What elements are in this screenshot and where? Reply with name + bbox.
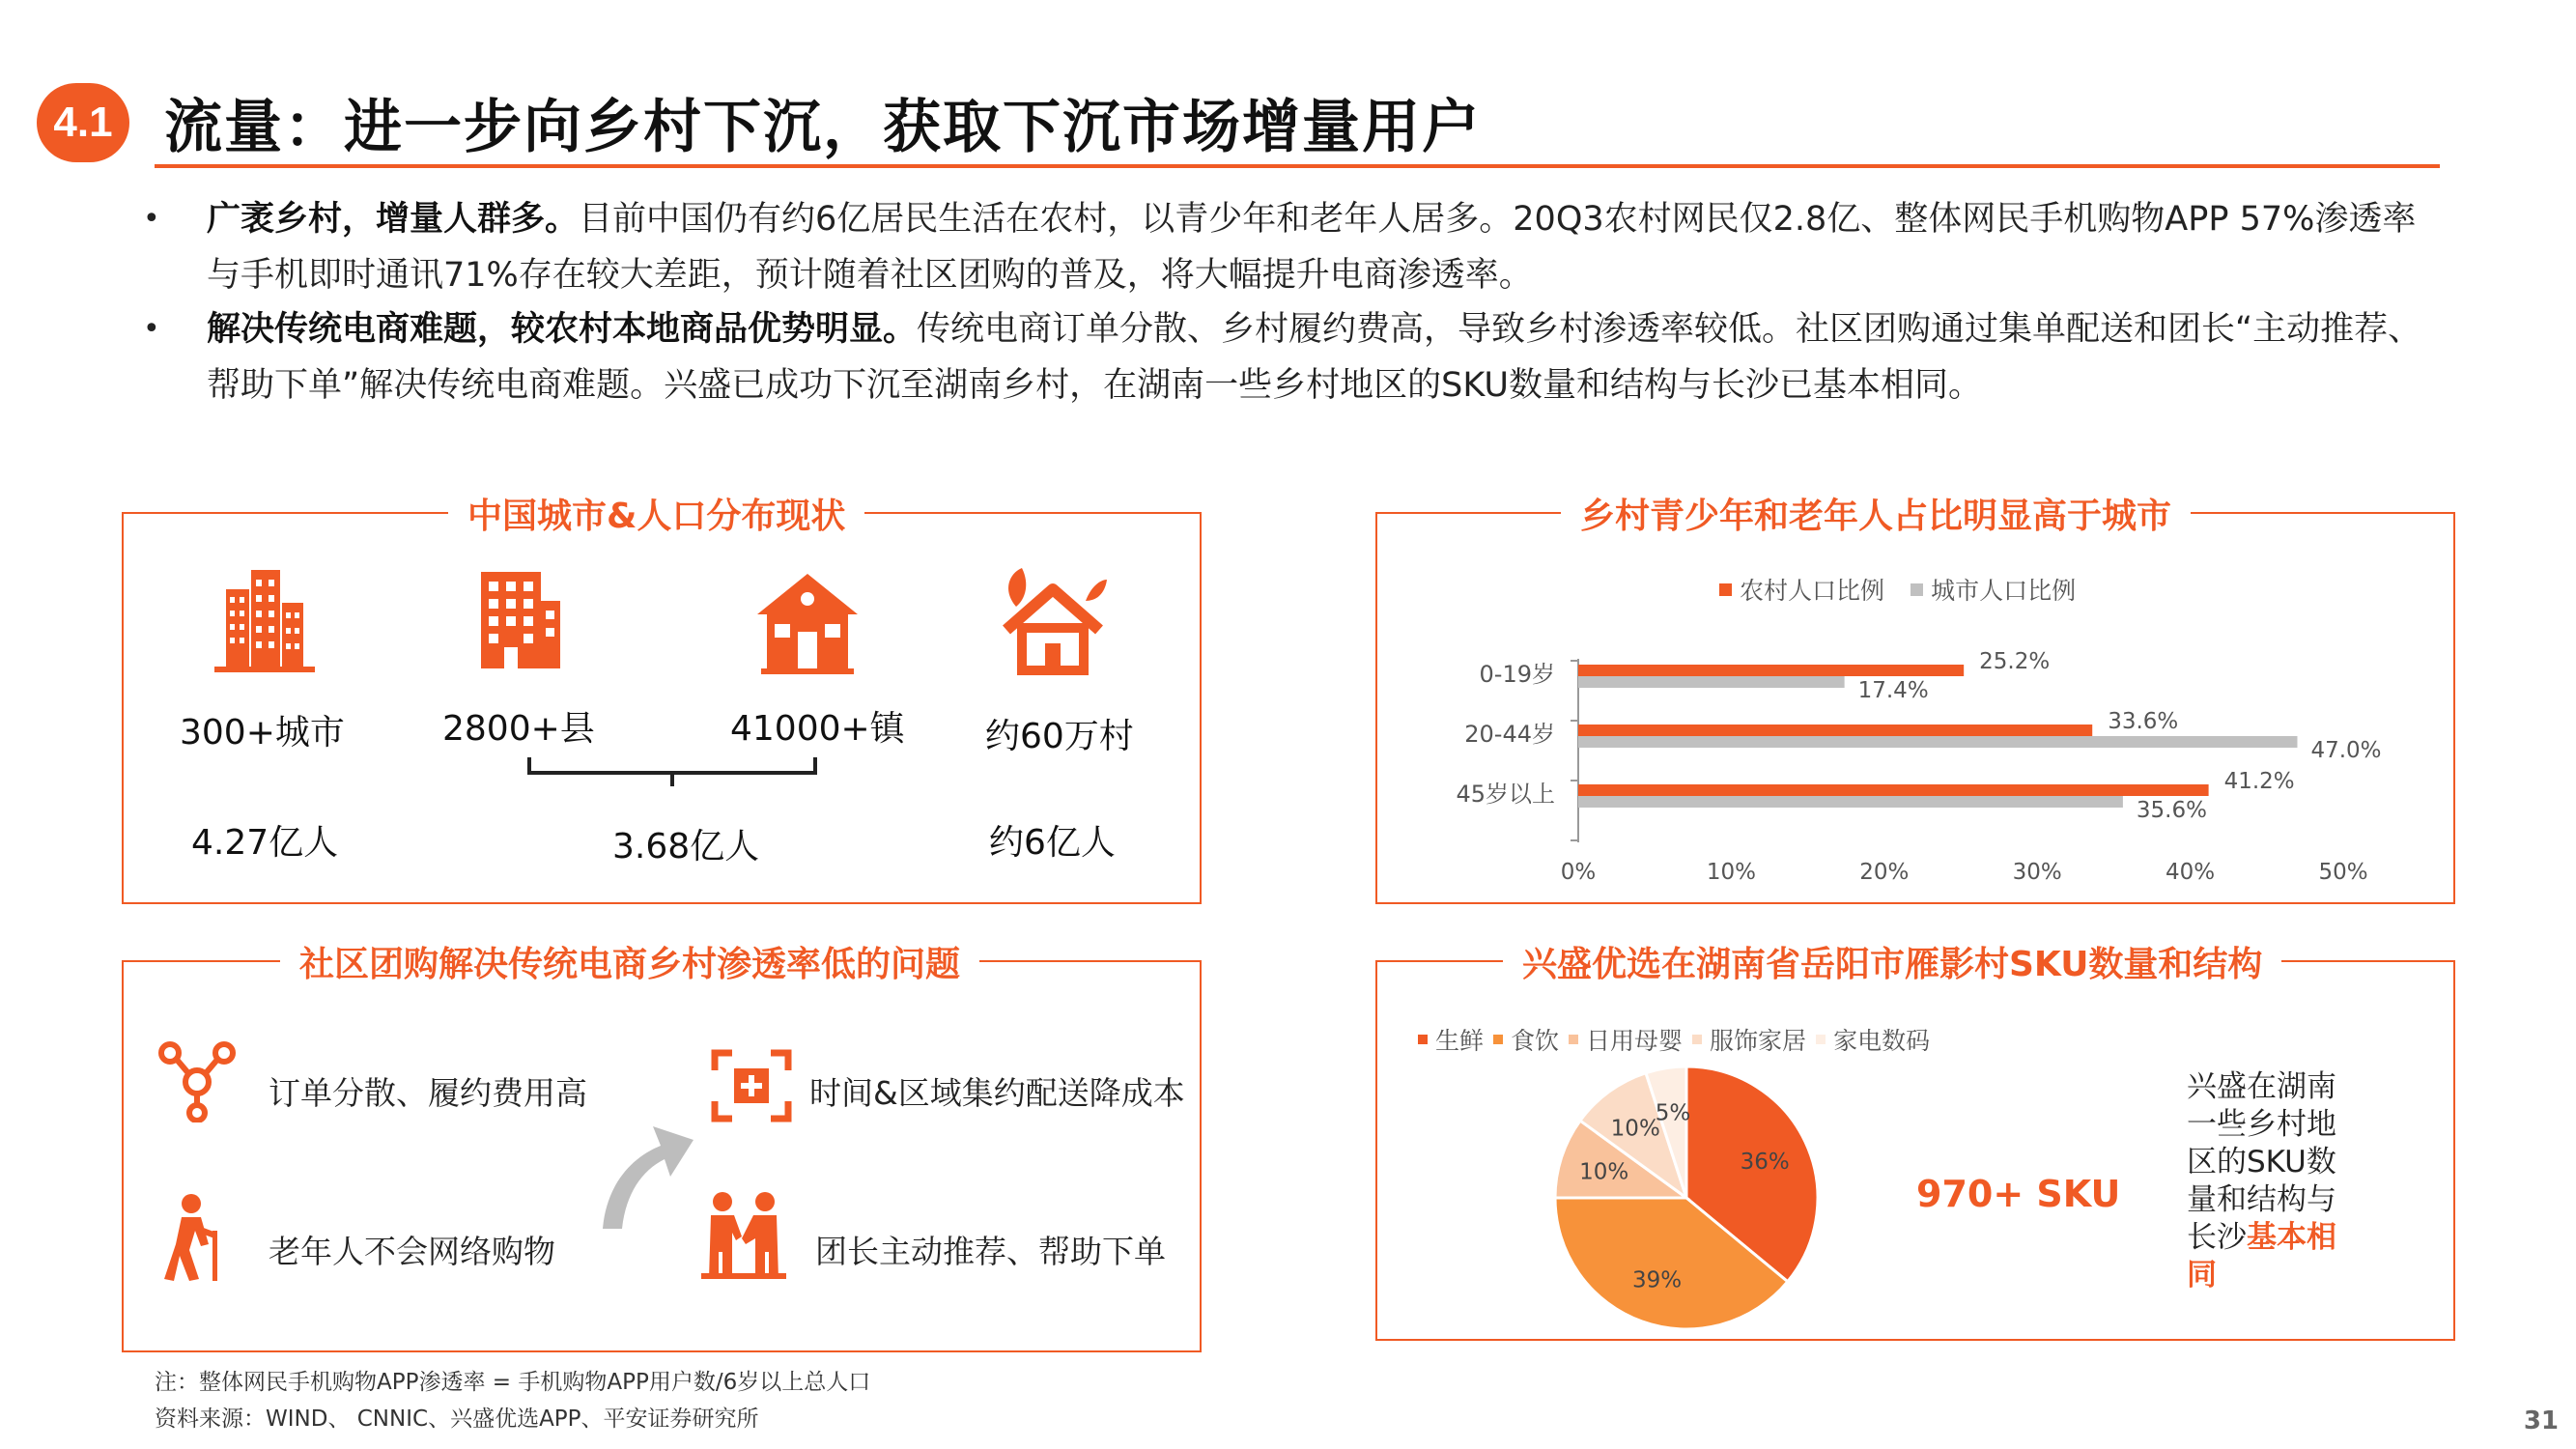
- pie-slice-label: 39%: [1632, 1267, 1683, 1293]
- panel-problem-solution: [122, 945, 1202, 1352]
- city-count-label: 300+城市: [180, 713, 345, 753]
- legend-rural-label: 农村人口比例: [1740, 577, 1885, 605]
- x-tick-label: 0%: [1560, 860, 1597, 881]
- bar-urban: [1578, 676, 1845, 688]
- bullet-dot: •: [143, 202, 160, 236]
- bar-value-label: 41.2%: [2223, 769, 2295, 794]
- bullet-1-lead: 广袤乡村，增量人群多。: [207, 200, 580, 239]
- problem-1-text: 订单分散、履约费用高: [269, 1074, 587, 1112]
- panel-sku-structure: [1375, 945, 2455, 1341]
- pie-slice-label: 10%: [1579, 1159, 1629, 1185]
- section-number-badge: 4.1: [37, 83, 129, 162]
- pie-slice-label: 10%: [1610, 1116, 1660, 1142]
- panel-city-population: [122, 497, 1202, 904]
- pie-legend-swatch: [1692, 1035, 1702, 1044]
- footnote: 注：整体网民手机购物APP渗透率 = 手机购物APP用户数/6岁以上总人口: [155, 1370, 871, 1395]
- pie-legend-swatch: [1493, 1035, 1503, 1044]
- bar-value-label: 47.0%: [2310, 738, 2382, 763]
- elderly-person-icon: [156, 1192, 243, 1283]
- x-tick-label: 10%: [1706, 860, 1756, 881]
- county-count-label: 2800+县: [442, 709, 595, 749]
- pie-legend-label: 服饰家居: [1710, 1027, 1807, 1055]
- legend-rural-swatch: [1719, 583, 1732, 596]
- category-label: 0-19岁: [1479, 661, 1555, 688]
- city-buildings-icon: [209, 560, 321, 676]
- village-house-icon: [997, 562, 1109, 678]
- helping-hands-icon: [697, 1190, 790, 1283]
- bar-rural: [1578, 724, 2092, 736]
- page-title: 流量：进一步向乡村下沉，获取下沉市场增量用户: [164, 94, 1482, 161]
- age-chart-legend: [1719, 572, 2097, 607]
- county-town-bracket: [527, 755, 817, 790]
- solution-2-text: 团长主动推荐、帮助下单: [815, 1233, 1166, 1270]
- pie-legend-item: [1418, 1022, 1484, 1057]
- bullet-2-text: 传统电商订单分散、乡村履约费高，导致乡村渗透率较低。社区团购通过集单配送和团长“主动推荐、帮助下单”解决传统电商难题。兴盛已成功下沉至湖南乡村，在湖南一些乡村地区的SKU数量和结构与长沙已基本相同。: [207, 310, 2422, 405]
- pie-legend-label: 生鲜: [1435, 1027, 1485, 1055]
- pie-legend-swatch: [1569, 1035, 1578, 1044]
- pie-legend-item: [1692, 1022, 1806, 1057]
- x-tick-label: 30%: [2012, 860, 2062, 881]
- legend-urban-label: 城市人口比例: [1931, 577, 2077, 605]
- scatter-nodes-icon: [156, 1039, 238, 1122]
- panel-problem-title: 社区团购解决传统电商乡村渗透率低的问题: [280, 937, 979, 986]
- sku-side-note-highlight: 基本相同: [2187, 1220, 2336, 1293]
- county-town-population: 3.68亿人: [612, 827, 760, 867]
- problem-2-text: 老年人不会网络购物: [269, 1233, 555, 1270]
- panel-city-title: 中国城市&人口分布现状: [448, 489, 864, 538]
- pie-legend-item: [1569, 1022, 1683, 1057]
- sku-count: 970+ SKU: [1916, 1173, 2121, 1215]
- category-label: 45岁以上: [1456, 781, 1555, 808]
- bar-value-label: 17.4%: [1857, 678, 1929, 703]
- village-population: 约6亿人: [989, 823, 1116, 863]
- legend-urban-swatch: [1911, 583, 1923, 596]
- source-note: 资料来源：WIND、 CNNIC、兴盛优选APP、平安证券研究所: [155, 1406, 759, 1432]
- bar-value-label: 33.6%: [2108, 709, 2179, 734]
- pie-legend-swatch: [1816, 1035, 1826, 1044]
- bar-urban: [1578, 796, 2123, 808]
- bullet-2: [143, 301, 2432, 413]
- legend-urban: [1911, 572, 2076, 607]
- x-tick-label: 50%: [2318, 860, 2368, 881]
- sku-side-note: [2187, 1068, 2361, 1294]
- pie-legend-swatch: [1418, 1035, 1428, 1044]
- sku-pie-chart: [1542, 1063, 1841, 1333]
- title-underline: [155, 164, 2440, 168]
- city-population: 4.27亿人: [191, 823, 339, 863]
- bullet-2-lead: 解决传统电商难题，较农村本地商品优势明显。: [207, 310, 918, 349]
- bar-rural: [1578, 665, 1964, 676]
- village-count-label: 约60万村: [985, 717, 1134, 756]
- bar-rural: [1578, 784, 2209, 796]
- legend-rural: [1719, 572, 1884, 607]
- x-tick-label: 20%: [1859, 860, 1910, 881]
- bullet-dot: •: [143, 312, 160, 346]
- bar-value-label: 25.2%: [1979, 649, 2051, 674]
- category-label: 20-44岁: [1464, 721, 1555, 748]
- sku-pie-legend: [1418, 1022, 1939, 1057]
- distribution-center-icon: [711, 1049, 792, 1122]
- pie-slice-label: 5%: [1655, 1100, 1691, 1126]
- pie-slice-label: 36%: [1740, 1149, 1790, 1175]
- town-count-label: 41000+镇: [730, 709, 905, 749]
- pie-legend-label: 日用母婴: [1586, 1027, 1684, 1055]
- office-building-icon: [462, 558, 574, 674]
- bullet-1-text: 目前中国仍有约6亿居民生活在农村，以青少年和老年人居多。20Q3农村网民仅2.8亿、整体网民手机购物APP 57%渗透率与手机即时通讯71%存在较大差距，预计随着社区团购的普及，将大幅提升电商渗透率。: [207, 200, 2417, 295]
- age-bar-chart: [1377, 620, 2449, 881]
- pie-legend-label: 家电数码: [1833, 1027, 1931, 1055]
- x-tick-label: 40%: [2166, 860, 2216, 881]
- pie-legend-label: 食饮: [1511, 1027, 1560, 1055]
- page-number: 31: [2523, 1406, 2559, 1435]
- town-house-icon: [751, 564, 863, 680]
- pie-legend-item: [1816, 1022, 1930, 1057]
- panel-age-title: 乡村青少年和老年人占比明显高于城市: [1561, 489, 2191, 538]
- curved-arrow-icon: [593, 1097, 699, 1233]
- bar-value-label: 35.6%: [2136, 798, 2207, 823]
- bullet-1: [143, 191, 2432, 303]
- solution-1-text: 时间&区域集约配送降成本: [809, 1074, 1185, 1112]
- panel-age-structure: [1375, 497, 2455, 904]
- bar-urban: [1578, 736, 2297, 748]
- sku-side-note-text: 兴盛在湖南一些乡村地区的SKU数量和结构与长沙: [2187, 1069, 2336, 1255]
- panel-sku-title: 兴盛优选在湖南省岳阳市雁影村SKU数量和结构: [1503, 937, 2281, 986]
- pie-legend-item: [1493, 1022, 1559, 1057]
